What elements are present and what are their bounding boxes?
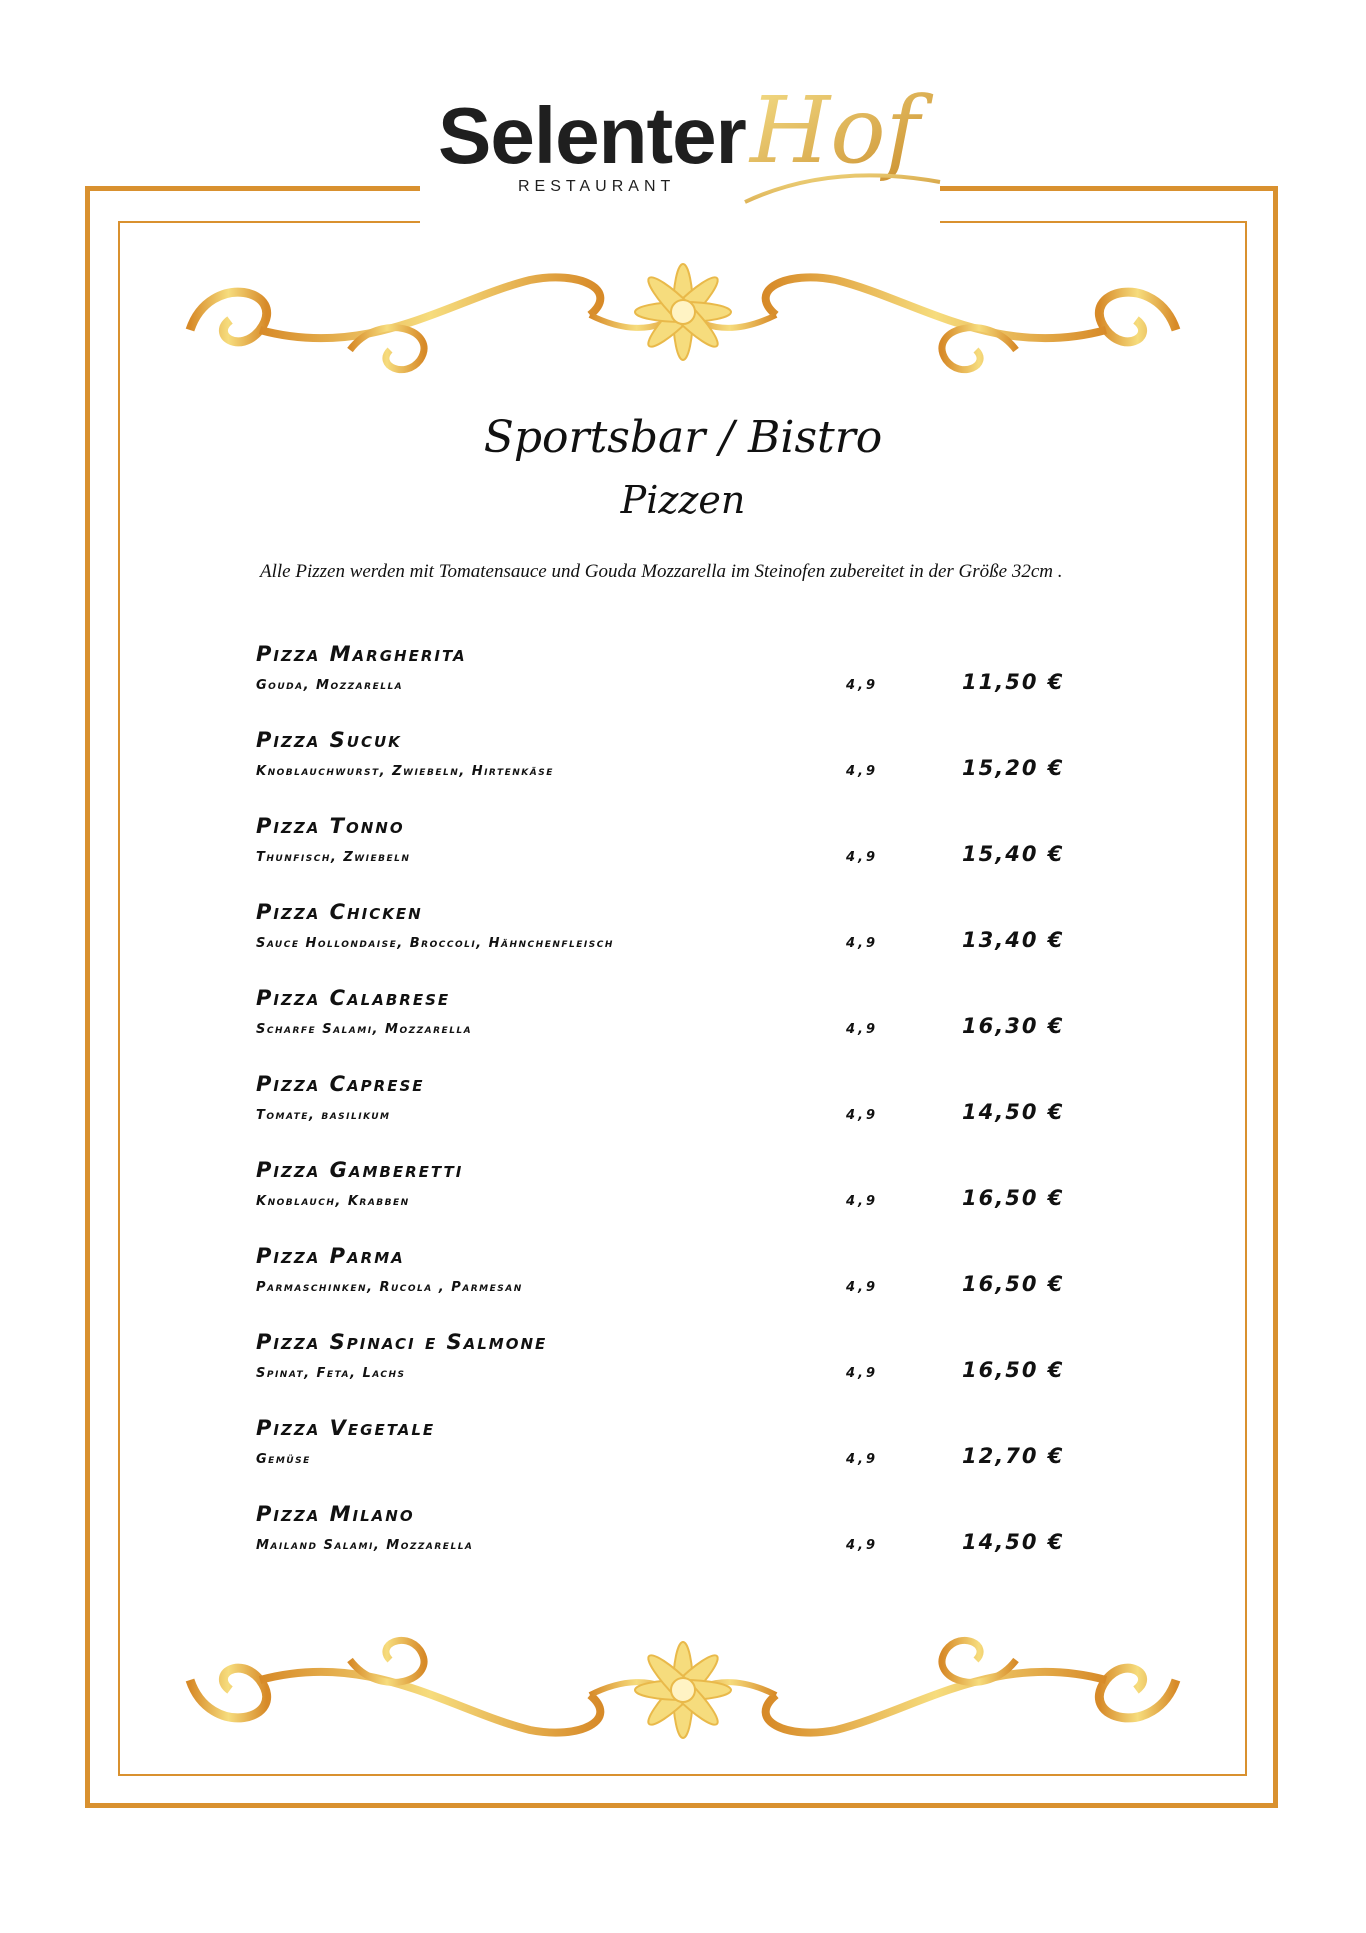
item-description: Sauce Hollondaise, Broccoli, Hähnchenfleisch bbox=[256, 936, 614, 951]
logo-brand: Selenter bbox=[438, 91, 746, 180]
item-allergens: 4,9 bbox=[846, 1538, 879, 1553]
item-description: Knoblauch, Krabben bbox=[256, 1194, 410, 1209]
item-allergens: 4,9 bbox=[846, 1022, 879, 1037]
item-name: Pizza Vegetale bbox=[256, 1416, 436, 1440]
item-description: Tomate, basilikum bbox=[256, 1108, 391, 1123]
item-price: 15,40 € bbox=[962, 842, 1065, 866]
item-description: Spinat, Feta, Lachs bbox=[256, 1366, 406, 1381]
logo-script: Hof bbox=[750, 82, 920, 184]
item-allergens: 4,9 bbox=[846, 1108, 879, 1123]
item-name: Pizza Milano bbox=[256, 1502, 415, 1526]
item-price: 14,50 € bbox=[962, 1100, 1065, 1124]
item-allergens: 4,9 bbox=[846, 1194, 879, 1209]
top-ornament-icon bbox=[150, 240, 1216, 400]
item-name: Pizza Calabrese bbox=[256, 986, 451, 1010]
menu-item bbox=[256, 1072, 1116, 1158]
menu-item bbox=[256, 900, 1116, 986]
item-price: 16,50 € bbox=[962, 1272, 1065, 1296]
item-allergens: 4,9 bbox=[846, 936, 879, 951]
menu-item bbox=[256, 728, 1116, 814]
item-description: Gemüse bbox=[256, 1452, 311, 1467]
item-description: Scharfe Salami, Mozzarella bbox=[256, 1022, 473, 1037]
pizza-list bbox=[256, 642, 1116, 1588]
logo-script-hof-icon bbox=[740, 82, 950, 212]
menu-item bbox=[256, 1502, 1116, 1588]
menu-item bbox=[256, 642, 1116, 728]
item-price: 13,40 € bbox=[962, 928, 1065, 952]
item-allergens: 4,9 bbox=[846, 678, 879, 693]
item-price: 11,50 € bbox=[962, 670, 1065, 694]
item-price: 15,20 € bbox=[962, 756, 1065, 780]
item-description: Parmaschinken, Rucola , Parmesan bbox=[256, 1280, 523, 1295]
item-name: Pizza Caprese bbox=[256, 1072, 425, 1096]
item-price: 16,50 € bbox=[962, 1186, 1065, 1210]
item-description: Gouda, Mozzarella bbox=[256, 678, 404, 693]
item-name: Pizza Spinaci e Salmone bbox=[256, 1330, 548, 1354]
item-allergens: 4,9 bbox=[846, 1366, 879, 1381]
item-name: Pizza Parma bbox=[256, 1244, 405, 1268]
logo-subtitle: RESTAURANT bbox=[518, 178, 676, 195]
item-allergens: 4,9 bbox=[846, 850, 879, 865]
menu-item bbox=[256, 1416, 1116, 1502]
item-name: Pizza Gamberetti bbox=[256, 1158, 464, 1182]
menu-title: Sportsbar / Bistro bbox=[483, 412, 883, 463]
item-name: Pizza Chicken bbox=[256, 900, 423, 924]
menu-item bbox=[256, 1158, 1116, 1244]
item-name: Pizza Tonno bbox=[256, 814, 405, 838]
bottom-ornament-icon bbox=[150, 1600, 1216, 1760]
item-allergens: 4,9 bbox=[846, 1280, 879, 1295]
item-price: 16,30 € bbox=[962, 1014, 1065, 1038]
item-price: 16,50 € bbox=[962, 1358, 1065, 1382]
menu-item bbox=[256, 1244, 1116, 1330]
item-allergens: 4,9 bbox=[846, 764, 879, 779]
menu-item bbox=[256, 986, 1116, 1072]
intro-text: Alle Pizzen werden mit Tomatensauce und Gouda Mozzarella im Steinofen zubereitet in der Größe 32cm . bbox=[260, 561, 1063, 582]
item-description: Mailand Salami, Mozzarella bbox=[256, 1538, 474, 1553]
menu-item bbox=[256, 1330, 1116, 1416]
item-price: 14,50 € bbox=[962, 1530, 1065, 1554]
menu-item bbox=[256, 814, 1116, 900]
item-description: Knoblauchwurst, Zwiebeln, Hirtenkäse bbox=[256, 764, 554, 779]
item-allergens: 4,9 bbox=[846, 1452, 879, 1467]
restaurant-logo bbox=[430, 82, 950, 228]
item-description: Thunfisch, Zwiebeln bbox=[256, 850, 411, 865]
item-name: Pizza Sucuk bbox=[256, 728, 402, 752]
item-name: Pizza Margherita bbox=[256, 642, 467, 666]
item-price: 12,70 € bbox=[962, 1444, 1065, 1468]
menu-subtitle: Pizzen bbox=[620, 478, 746, 522]
